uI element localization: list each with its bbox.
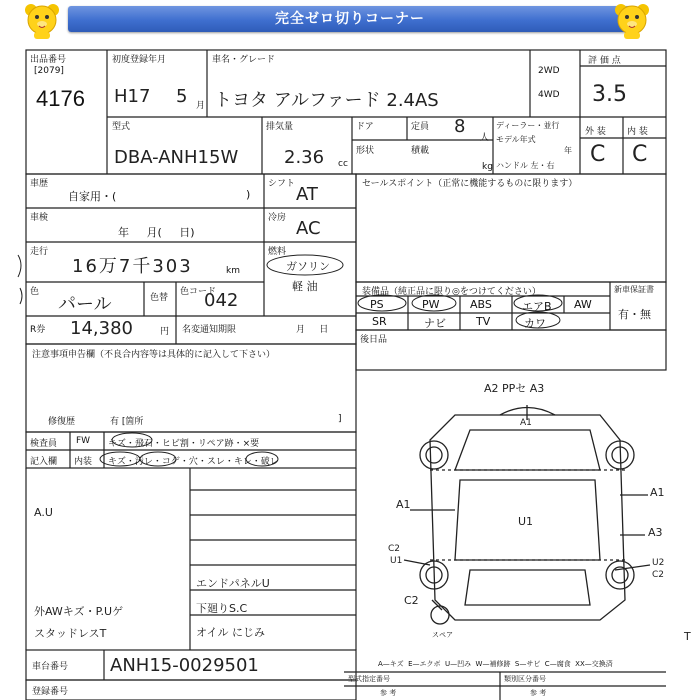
shift-label: シフト	[268, 179, 296, 189]
notes-label: 注意事項申告欄（不良合内容等は具体的に記入して下さい）	[32, 350, 276, 360]
mileage-value: 16万7千303	[72, 256, 193, 277]
usage-value: 自家用・(	[68, 190, 117, 203]
type-spec-label: 型式指定番号	[348, 675, 390, 683]
interior-insp-label: 内装	[74, 457, 93, 467]
kg-label: kg	[482, 162, 493, 172]
model-label: 車名・グレード	[212, 55, 276, 65]
equip-abs: ABS	[470, 298, 492, 311]
wd2-label: 2WD	[538, 66, 560, 76]
registration-label: 登録番号	[32, 687, 69, 697]
diagram-c2-right: C2	[652, 570, 665, 580]
new-warranty-value: 有・無	[618, 308, 651, 321]
mileage-unit: km	[226, 266, 240, 276]
chassis-label: 車台番号	[32, 662, 69, 672]
remark-right-3: オイル にじみ	[196, 626, 265, 639]
fuel-label: 燃料	[268, 247, 287, 257]
repair-text: 有 [箇所	[110, 417, 144, 427]
fw-label: FW	[76, 436, 91, 446]
diagram-u1-left: U1	[390, 556, 403, 566]
inspection-label: 車検	[30, 213, 49, 223]
interior-value: C	[632, 142, 648, 167]
equip-ps: PS	[370, 298, 384, 311]
diagram-u2-right: U2	[652, 558, 665, 568]
equip-aw: AW	[574, 298, 592, 311]
remark-left-3: スタッドレスT	[34, 627, 107, 640]
ac-label: 冷房	[268, 213, 287, 223]
model-value: トヨタ アルファード 2.4AS	[214, 90, 439, 111]
color-code-value: 042	[204, 290, 239, 311]
inspector-label: 検査員	[30, 439, 58, 449]
equip-tv: TV	[476, 315, 491, 328]
equipment-label: 装備品（純正品に限り◎をつけてください）	[362, 287, 541, 297]
first-reg-label: 初度登録年月	[112, 55, 167, 65]
exterior-label: 外 装	[585, 127, 606, 137]
shift-value: AT	[296, 184, 318, 205]
remark-right-2: 下廻りS.C	[196, 602, 248, 615]
diagram-a3-right: A3	[648, 526, 663, 539]
first-reg-month: 5	[176, 86, 188, 107]
ac-value: AC	[296, 218, 321, 239]
exterior-value: C	[590, 142, 606, 167]
door-label: ドア	[356, 122, 374, 132]
ref-label-1: 参 考	[380, 689, 397, 697]
equip-sr: SR	[372, 315, 387, 328]
eval-label: 評 価 点	[588, 56, 621, 66]
capacity-label: 定員	[411, 122, 430, 132]
remark-left-1: A.U	[34, 506, 53, 519]
wd4-label: 4WD	[538, 90, 560, 100]
type-value: DBA-ANH15W	[114, 147, 239, 168]
inspector-entry-label: 記入欄	[30, 457, 58, 467]
handle-label: ハンドル 左・右	[496, 161, 555, 170]
diagram-c2-left: C2	[388, 544, 401, 554]
lot-number: 4176	[36, 86, 85, 111]
first-reg-year: H17	[114, 86, 151, 107]
remark-right-1: エンドパネルU	[196, 577, 270, 590]
ref-label-2: 参 考	[530, 689, 547, 697]
remark-left-2: 外AWキズ・P.Uゲ	[34, 605, 124, 618]
recycle-unit: 円	[160, 327, 170, 337]
diagram-top-note: A2 PPセ A3	[484, 382, 545, 395]
diagram-a1-top: A1	[520, 418, 532, 428]
transfer-label: 名変通知期限	[182, 325, 237, 335]
fw-items: キズ・飛石・ヒビ割・リペア跡・×要	[108, 439, 260, 449]
banner-title: 完全ゼロ切りコーナー	[275, 11, 425, 27]
diagram-right-edge: T	[684, 630, 691, 643]
color-label: 色	[30, 287, 40, 297]
equip-pw: PW	[422, 298, 440, 311]
lot-label: 出品番号	[30, 55, 67, 65]
usage-close: )	[246, 188, 251, 201]
load-label: 積載	[411, 146, 430, 156]
mileage-label: 走行	[30, 247, 49, 257]
equip-leather: カワ	[524, 317, 546, 330]
diagram-a1-right: A1	[650, 486, 665, 499]
capacity-value: 8	[454, 116, 466, 137]
interior-label: 内 装	[627, 127, 648, 137]
fuel-option: 軽 油	[292, 280, 318, 293]
diagram-u1-center: U1	[518, 515, 534, 528]
eval-value: 3.5	[592, 82, 627, 107]
sales-point-label: セールスポイント（正常に機能するものに限ります）	[362, 179, 578, 189]
color-change-label: 色替	[150, 293, 169, 303]
repair-label: 修復歴	[48, 417, 76, 427]
rear-items-label: 後日品	[360, 335, 388, 345]
displacement-label: 排気量	[266, 122, 294, 132]
recycle-label: R券	[30, 325, 46, 335]
equip-airbag: エアB	[522, 300, 552, 313]
category-label: 類別区分番号	[504, 675, 546, 683]
dealer-label: ディーラー・並行	[496, 121, 560, 130]
fuel-value: ガソリン	[286, 260, 330, 273]
damage-legend: A—キズ E—エクボ U—凹み W—補修跡 S—サビ C—腐食 XX—交換済	[378, 660, 613, 668]
color-code-label: 色コード	[180, 287, 217, 297]
color-value: パール	[58, 294, 112, 315]
recycle-value: 14,380	[70, 318, 133, 339]
diagram-spare-label: スペア	[432, 631, 453, 639]
displacement-value: 2.36	[284, 147, 325, 168]
type-label: 型式	[112, 122, 131, 132]
capacity-unit: 人	[480, 133, 490, 143]
year-suffix: 年	[564, 146, 572, 155]
model-year-label: モデル年式	[496, 135, 536, 144]
usage-label: 車歴	[30, 179, 49, 189]
lot-bracket: [2079]	[34, 66, 64, 76]
new-warranty-label: 新車保証書	[614, 285, 654, 294]
transfer-text: 月 日	[296, 325, 329, 335]
shape-label: 形状	[356, 146, 375, 156]
interior-insp-items: キズ・汚レ・コゲ・穴・スレ・キレ・破レ	[108, 457, 279, 467]
chassis-value: ANH15-0029501	[110, 655, 259, 676]
month-suffix: 月	[196, 101, 206, 111]
displacement-unit: cc	[338, 159, 348, 169]
inspection-text: 年 月( 日)	[118, 226, 195, 239]
repair-close: ]	[338, 414, 342, 424]
equip-navi: ナビ	[424, 317, 446, 330]
diagram-a1-left: A1	[396, 498, 411, 511]
diagram-c2-bottom: C2	[404, 594, 419, 607]
